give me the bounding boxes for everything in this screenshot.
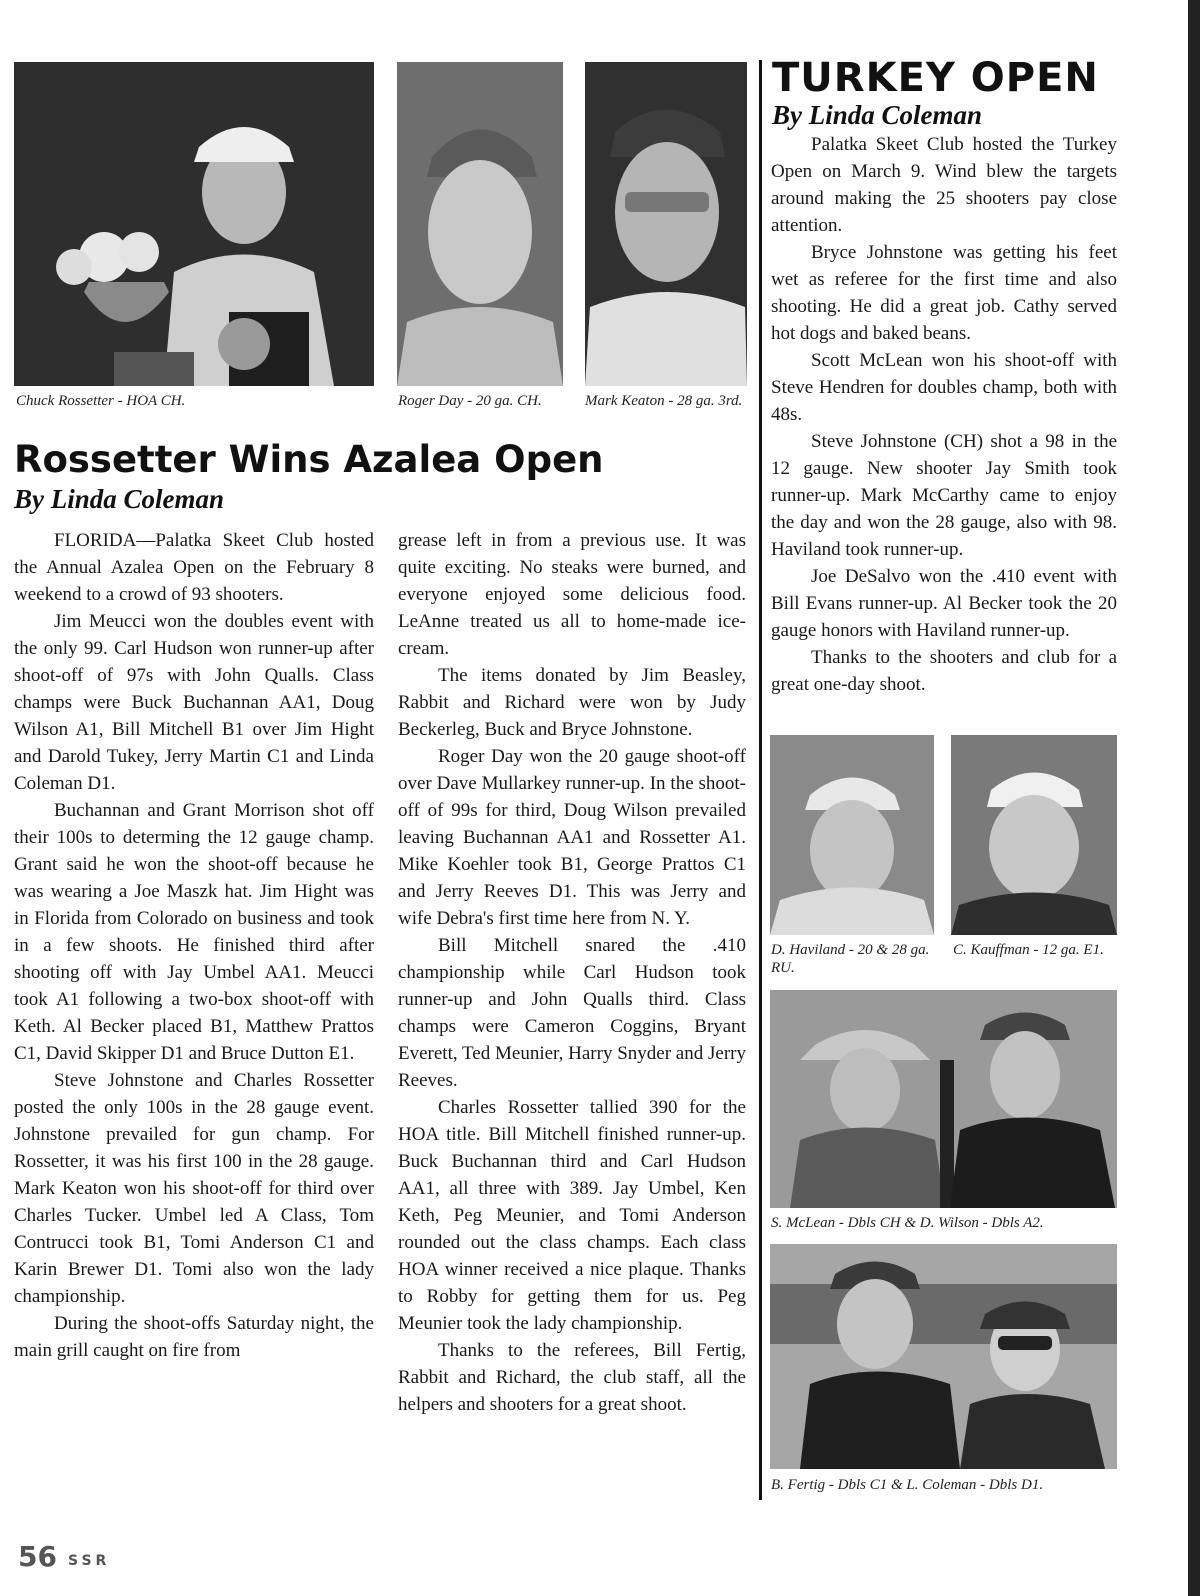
caption-chuck-rossetter: Chuck Rossetter - HOA CH.: [16, 393, 186, 409]
main-article-column-1: [14, 527, 374, 1364]
photo-c-kauffman: [951, 735, 1117, 935]
side-paragraph: Joe DeSalvo won the .410 event with Bill Evans runner-up. Al Becker took the 20 gauge honors with Haviland runner-up.: [771, 566, 1117, 641]
photo-chuck-rossetter: [14, 62, 374, 386]
main-paragraph: Steve Johnstone and Charles Rossetter posted the only 100s in the 28 gauge event. Johnstone prevailed for gun champ. For Rossetter, it was his first 100 in the 28 gauge. Mark Keaton won his shoot-off for third over Charles Tucker. Umbel led A Class, Tom Contrucci took B1, Tomi Anderson C1 and Karin Brewer D1. Tomi also won the lady championship.: [14, 1070, 374, 1307]
photo-fertig-coleman: [770, 1244, 1117, 1469]
main-paragraph: During the shoot-offs Saturday night, the main grill caught on fire from: [14, 1313, 374, 1361]
main-paragraph: Buchannan and Grant Morrison shot off their 100s to determing the 12 gauge champ. Grant said he won the shoot-off because he was wearing a Joe Maszk hat. Jim Hight was in Florida from Colorado on business and took in a few shoots. He finished third after shooting off with Jay Umbel AA1. Meucci took A1 following a two-box shoot-off with Keth. Al Becker placed B1, Matthew Prattos C1, David Skipper D1 and Bruce Dutton E1.: [14, 800, 374, 1064]
main-paragraph: Charles Rossetter tallied 390 for the HOA title. Bill Mitchell finished runner-up. Buck Buchannan third and Carl Hudson AA1, all three with 389. Jay Umbel, Ken Keth, Peg Meunier, and Tomi Anderson rounded out the class champs. Each class HOA winner received a nice plaque. Thanks to Robby for getting them for us. Peg Meunier took the lady championship.: [398, 1097, 746, 1334]
main-paragraph: Bill Mitchell snared the .410 championship while Carl Hudson took runner-up and John Qualls third. Class champs were Cameron Coggins, Bryant Everett, Ted Meunier, Harry Snyder and Jerry Reeves.: [398, 935, 746, 1091]
caption-mark-keaton: Mark Keaton - 28 ga. 3rd.: [585, 393, 743, 409]
page-edge-bar: [1188, 0, 1200, 1596]
main-paragraph: The items donated by Jim Beasley, Rabbit and Richard were won by Judy Beckerleg, Buck and Bryce Johnstone.: [398, 665, 746, 740]
side-article-title: TURKEY OPEN: [772, 55, 1099, 101]
main-article-column-2: [398, 527, 746, 1418]
side-paragraph: Thanks to the shooters and club for a great one-day shoot.: [771, 647, 1117, 695]
photo-mclean-wilson: [770, 990, 1117, 1208]
page-number: 56: [18, 1540, 57, 1573]
side-paragraph: Steve Johnstone (CH) shot a 98 in the 12 gauge. New shooter Jay Smith took runner-up. Mark McCarthy came to enjoy the day and won the 28 gauge, also with 98. Haviland took runner-up.: [771, 431, 1117, 560]
caption-d-haviland: D. Haviland - 20 & 28 ga. RU.: [771, 942, 930, 976]
photo-mark-keaton: [585, 62, 747, 386]
caption-c-kauffman: C. Kauffman - 12 ga. E1.: [953, 942, 1104, 958]
column-divider: [759, 60, 762, 1500]
side-paragraph: Scott McLean won his shoot-off with Steve Hendren for doubles champ, both with 48s.: [771, 350, 1117, 425]
side-paragraph: Palatka Skeet Club hosted the Turkey Open on March 9. Wind blew the targets around making the 25 shooters pay close attention.: [771, 134, 1117, 236]
photo-roger-day: [397, 62, 563, 386]
caption-fertig-coleman: B. Fertig - Dbls C1 & L. Coleman - Dbls D1.: [771, 1477, 1044, 1493]
side-article-body: [771, 131, 1117, 698]
photo-d-haviland: [770, 735, 934, 935]
main-paragraph: Jim Meucci won the doubles event with the only 99. Carl Hudson won runner-up after shoot-off of 97s with John Qualls. Class champs were Buck Buchannan AA1, Doug Wilson A1, Bill Mitchell B1 over Jim Hight and Darold Tukey, Jerry Martin C1 and Linda Coleman D1.: [14, 611, 374, 794]
main-paragraph: grease left in from a previous use. It was quite exciting. No steaks were burned, and everyone enjoyed some delicious food. LeAnne treated us all to home-made ice-cream.: [398, 530, 746, 659]
caption-mclean-wilson: S. McLean - Dbls CH & D. Wilson - Dbls A2.: [771, 1215, 1044, 1231]
side-article-byline: By Linda Coleman: [772, 100, 983, 130]
main-paragraph: Roger Day won the 20 gauge shoot-off over Dave Mullarkey runner-up. In the shoot-off of 99s for third, Doug Wilson prevailed leaving Buchannan AA1 and Rossetter A1. Mike Koehler took B1, George Prattos C1 and Jerry Reeves D1. This was Jerry and wife Debra's first time here from N. Y.: [398, 746, 746, 929]
main-article-title: Rossetter Wins Azalea Open: [14, 438, 604, 481]
side-paragraph: Bryce Johnstone was getting his feet wet as referee for the first time and also shooting. He did a great job. Cathy served hot dogs and baked beans.: [771, 242, 1117, 344]
main-paragraph: FLORIDA—Palatka Skeet Club hosted the Annual Azalea Open on the February 8 weekend to a crowd of 93 shooters.: [14, 530, 374, 605]
publication-name: SSR: [68, 1553, 111, 1569]
main-article-byline: By Linda Coleman: [14, 484, 225, 514]
caption-roger-day: Roger Day - 20 ga. CH.: [398, 393, 542, 409]
main-paragraph: Thanks to the referees, Bill Fertig, Rabbit and Richard, the club staff, all the helpers and shooters for a great shoot.: [398, 1340, 746, 1415]
